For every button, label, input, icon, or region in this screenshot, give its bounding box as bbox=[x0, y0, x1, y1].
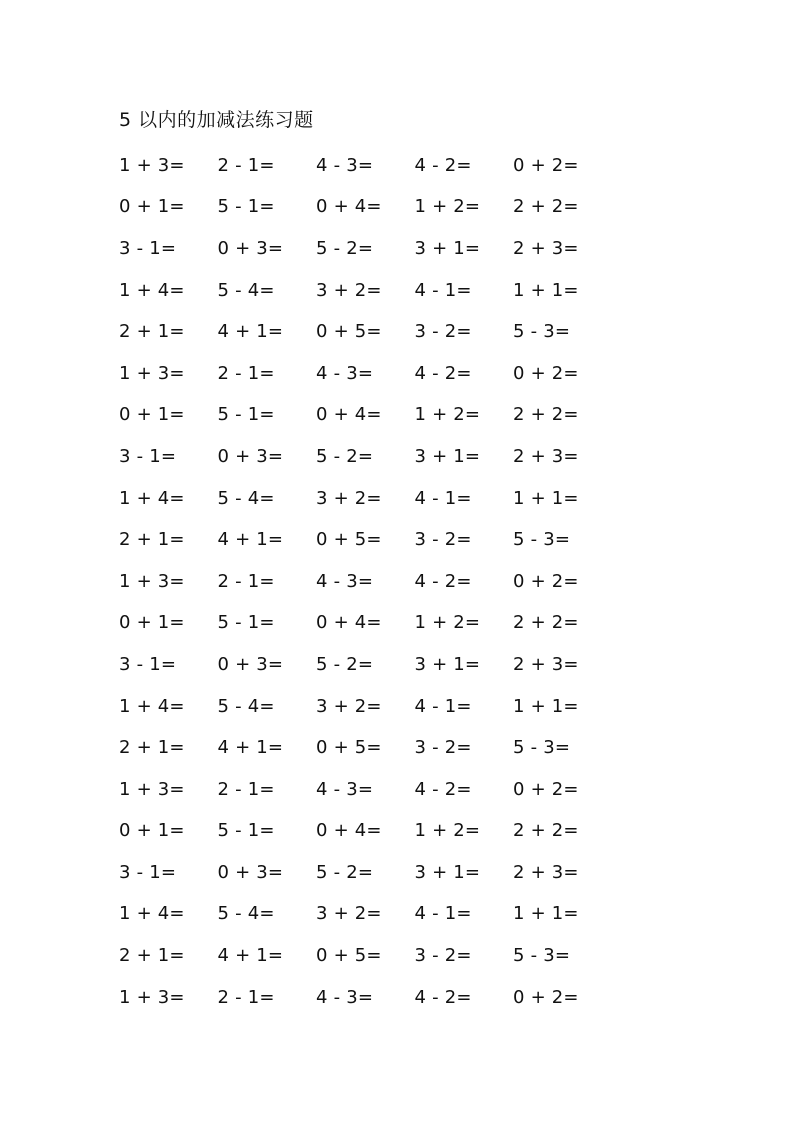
exercise-problem: 4 - 3= bbox=[316, 986, 374, 1008]
exercise-problem: 5 - 4= bbox=[217, 279, 275, 301]
exercise-problem: 1 + 3= bbox=[119, 362, 185, 384]
exercise-problem: 0 + 2= bbox=[513, 778, 579, 800]
exercise-problem: 5 - 3= bbox=[513, 945, 571, 967]
exercise-problem: 1 + 4= bbox=[119, 487, 185, 509]
exercise-row bbox=[119, 187, 612, 229]
exercise-problem: 5 - 4= bbox=[217, 695, 275, 717]
exercise-problem: 3 - 1= bbox=[119, 445, 177, 467]
exercise-row bbox=[119, 228, 612, 270]
exercise-problem: 4 - 3= bbox=[316, 778, 374, 800]
exercise-problem: 3 + 2= bbox=[316, 903, 382, 925]
exercise-problem: 4 - 3= bbox=[316, 154, 374, 176]
exercise-problem: 0 + 3= bbox=[217, 237, 284, 259]
exercise-row bbox=[119, 769, 612, 811]
exercise-problem: 2 - 1= bbox=[217, 778, 275, 800]
exercise-problem: 0 + 5= bbox=[316, 945, 382, 967]
exercise-problem: 3 - 1= bbox=[119, 861, 177, 883]
exercise-problem: 3 - 1= bbox=[119, 653, 177, 675]
exercise-problem: 1 + 4= bbox=[119, 695, 185, 717]
exercise-problem: 1 + 2= bbox=[414, 404, 481, 426]
exercise-row bbox=[119, 353, 612, 395]
exercise-row bbox=[119, 935, 612, 977]
exercise-problem: 4 + 1= bbox=[217, 945, 284, 967]
exercise-problem: 3 + 1= bbox=[414, 445, 481, 467]
exercise-problem: 3 + 1= bbox=[414, 653, 481, 675]
exercise-problem: 4 - 2= bbox=[414, 570, 472, 592]
exercise-problem: 2 + 2= bbox=[513, 196, 579, 218]
exercise-problem: 2 + 1= bbox=[119, 321, 185, 343]
exercise-problem: 1 + 3= bbox=[119, 154, 185, 176]
exercise-problem: 0 + 2= bbox=[513, 154, 579, 176]
exercise-problem: 2 - 1= bbox=[217, 154, 275, 176]
exercise-problem: 1 + 3= bbox=[119, 570, 185, 592]
exercise-problem: 0 + 2= bbox=[513, 362, 579, 384]
exercise-problem: 4 - 3= bbox=[316, 570, 374, 592]
exercise-grid bbox=[119, 145, 612, 1018]
exercise-problem: 1 + 1= bbox=[513, 695, 579, 717]
exercise-problem: 1 + 2= bbox=[414, 820, 481, 842]
exercise-problem: 4 + 1= bbox=[217, 529, 284, 551]
exercise-problem: 4 - 1= bbox=[414, 903, 472, 925]
exercise-problem: 0 + 1= bbox=[119, 820, 185, 842]
exercise-problem: 4 - 1= bbox=[414, 279, 472, 301]
exercise-row bbox=[119, 894, 612, 936]
exercise-row bbox=[119, 811, 612, 853]
exercise-problem: 0 + 4= bbox=[316, 820, 382, 842]
exercise-problem: 2 + 3= bbox=[513, 237, 579, 259]
exercise-problem: 1 + 3= bbox=[119, 986, 185, 1008]
exercise-problem: 5 - 1= bbox=[217, 820, 275, 842]
exercise-problem: 2 + 2= bbox=[513, 404, 579, 426]
exercise-row bbox=[119, 519, 612, 561]
exercise-row bbox=[119, 977, 612, 1019]
exercise-problem: 0 + 1= bbox=[119, 404, 185, 426]
exercise-problem: 2 + 3= bbox=[513, 445, 579, 467]
exercise-row bbox=[119, 603, 612, 645]
exercise-problem: 1 + 3= bbox=[119, 778, 185, 800]
exercise-row bbox=[119, 561, 612, 603]
exercise-problem: 4 - 2= bbox=[414, 986, 472, 1008]
exercise-problem: 5 - 2= bbox=[316, 445, 374, 467]
exercise-problem: 0 + 4= bbox=[316, 612, 382, 634]
exercise-problem: 0 + 2= bbox=[513, 570, 579, 592]
exercise-row bbox=[119, 686, 612, 728]
exercise-problem: 2 - 1= bbox=[217, 570, 275, 592]
exercise-problem: 4 - 1= bbox=[414, 487, 472, 509]
exercise-problem: 1 + 1= bbox=[513, 903, 579, 925]
exercise-problem: 0 + 3= bbox=[217, 445, 284, 467]
exercise-row bbox=[119, 145, 612, 187]
exercise-problem: 0 + 5= bbox=[316, 321, 382, 343]
exercise-problem: 2 + 3= bbox=[513, 861, 579, 883]
exercise-problem: 2 - 1= bbox=[217, 362, 275, 384]
exercise-problem: 5 - 3= bbox=[513, 321, 571, 343]
exercise-problem: 1 + 1= bbox=[513, 279, 579, 301]
exercise-problem: 2 + 2= bbox=[513, 820, 579, 842]
exercise-problem: 5 - 2= bbox=[316, 653, 374, 675]
exercise-problem: 4 - 2= bbox=[414, 778, 472, 800]
exercise-problem: 4 - 2= bbox=[414, 154, 472, 176]
exercise-problem: 0 + 4= bbox=[316, 196, 382, 218]
exercise-problem: 3 + 1= bbox=[414, 861, 481, 883]
exercise-row bbox=[119, 727, 612, 769]
exercise-problem: 0 + 5= bbox=[316, 529, 382, 551]
exercise-problem: 5 - 2= bbox=[316, 237, 374, 259]
exercise-row bbox=[119, 644, 612, 686]
exercise-row bbox=[119, 436, 612, 478]
exercise-row bbox=[119, 395, 612, 437]
exercise-problem: 2 + 1= bbox=[119, 945, 185, 967]
exercise-problem: 3 - 2= bbox=[414, 945, 472, 967]
exercise-problem: 2 - 1= bbox=[217, 986, 275, 1008]
exercise-row bbox=[119, 311, 612, 353]
exercise-problem: 3 + 2= bbox=[316, 487, 382, 509]
exercise-problem: 2 + 2= bbox=[513, 612, 579, 634]
exercise-row bbox=[119, 852, 612, 894]
exercise-problem: 5 - 2= bbox=[316, 861, 374, 883]
exercise-problem: 2 + 3= bbox=[513, 653, 579, 675]
exercise-problem: 0 + 3= bbox=[217, 861, 284, 883]
exercise-problem: 0 + 2= bbox=[513, 986, 579, 1008]
exercise-problem: 4 + 1= bbox=[217, 321, 284, 343]
exercise-problem: 3 + 2= bbox=[316, 695, 382, 717]
exercise-problem: 1 + 4= bbox=[119, 279, 185, 301]
exercise-problem: 4 + 1= bbox=[217, 737, 284, 759]
exercise-row bbox=[119, 478, 612, 520]
exercise-problem: 3 + 2= bbox=[316, 279, 382, 301]
exercise-problem: 5 - 4= bbox=[217, 903, 275, 925]
exercise-problem: 1 + 2= bbox=[414, 196, 481, 218]
exercise-problem: 1 + 2= bbox=[414, 612, 481, 634]
exercise-problem: 3 - 2= bbox=[414, 737, 472, 759]
exercise-problem: 5 - 4= bbox=[217, 487, 275, 509]
exercise-problem: 2 + 1= bbox=[119, 737, 185, 759]
exercise-problem: 3 + 1= bbox=[414, 237, 481, 259]
exercise-problem: 3 - 1= bbox=[119, 237, 177, 259]
exercise-problem: 2 + 1= bbox=[119, 529, 185, 551]
exercise-problem: 4 - 1= bbox=[414, 695, 472, 717]
exercise-problem: 0 + 1= bbox=[119, 196, 185, 218]
exercise-problem: 3 - 2= bbox=[414, 529, 472, 551]
exercise-problem: 1 + 1= bbox=[513, 487, 579, 509]
exercise-row bbox=[119, 270, 612, 312]
exercise-problem: 3 - 2= bbox=[414, 321, 472, 343]
exercise-problem: 1 + 4= bbox=[119, 903, 185, 925]
exercise-problem: 5 - 1= bbox=[217, 404, 275, 426]
exercise-problem: 5 - 1= bbox=[217, 196, 275, 218]
exercise-problem: 5 - 1= bbox=[217, 612, 275, 634]
worksheet-title: 5 以内的加减法练习题 bbox=[119, 109, 314, 131]
exercise-problem: 0 + 1= bbox=[119, 612, 185, 634]
exercise-problem: 0 + 4= bbox=[316, 404, 382, 426]
exercise-problem: 5 - 3= bbox=[513, 737, 571, 759]
exercise-problem: 5 - 3= bbox=[513, 529, 571, 551]
exercise-problem: 0 + 5= bbox=[316, 737, 382, 759]
exercise-problem: 0 + 3= bbox=[217, 653, 284, 675]
exercise-problem: 4 - 2= bbox=[414, 362, 472, 384]
exercise-problem: 4 - 3= bbox=[316, 362, 374, 384]
